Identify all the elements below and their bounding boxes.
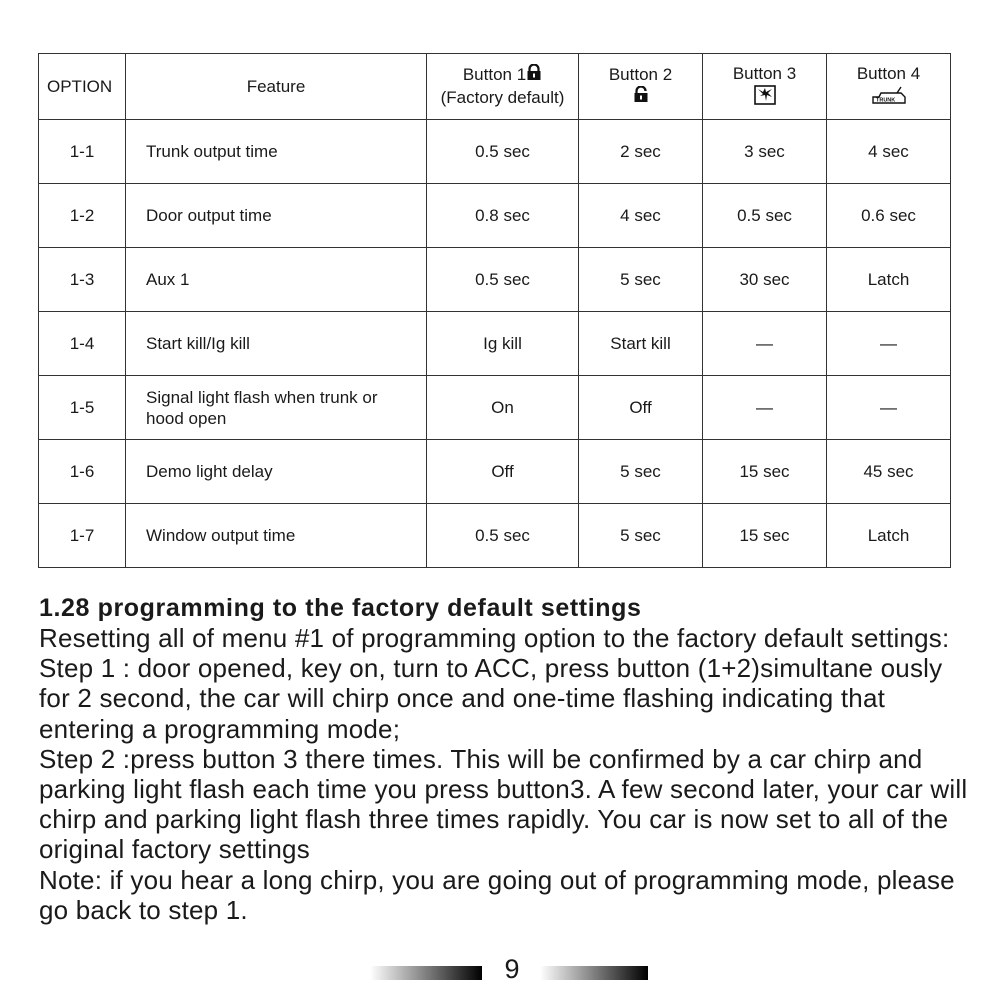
header-button-4 <box>827 54 951 120</box>
option-cell: 1-5 <box>39 376 126 440</box>
footer-bar-right <box>540 966 648 980</box>
unlock-icon <box>633 86 649 109</box>
feature-cell: Window output time <box>126 504 427 568</box>
button-3-value: 15 sec <box>703 440 827 504</box>
button-3-value: — <box>703 376 827 440</box>
button-2-value: Off <box>579 376 703 440</box>
button-3-value: — <box>703 312 827 376</box>
button-3-value: 0.5 sec <box>703 184 827 248</box>
page-number: 9 <box>504 954 520 984</box>
header-button-3 <box>703 54 827 120</box>
option-cell: 1-1 <box>39 120 126 184</box>
button-3-value: 3 sec <box>703 120 827 184</box>
header-button-2 <box>579 54 703 120</box>
button-1-value: Off <box>427 440 579 504</box>
button-4-value: 45 sec <box>827 440 951 504</box>
button-1-value: On <box>427 376 579 440</box>
button-2-value: 5 sec <box>579 504 703 568</box>
button-2-value: 4 sec <box>579 184 703 248</box>
header-option: OPTION <box>39 54 126 120</box>
option-cell: 1-3 <box>39 248 126 312</box>
table-header-row <box>39 54 951 120</box>
svg-text:TRUNK: TRUNK <box>875 97 895 103</box>
button-4-value: Latch <box>827 248 951 312</box>
button-3-value: 15 sec <box>703 504 827 568</box>
header-button-3-label: Button 3 <box>732 63 797 83</box>
button-1-value: 0.5 sec <box>427 504 579 568</box>
instructions-section <box>39 593 979 925</box>
feature-text: Signal light flash when trunk or hood open <box>146 387 378 428</box>
button-4-value: 0.6 sec <box>827 184 951 248</box>
header-button-1-label: Button 1 <box>462 64 527 84</box>
page-footer <box>0 954 1000 988</box>
trunk-icon <box>871 85 907 111</box>
option-cell: 1-6 <box>39 440 126 504</box>
table-row <box>39 184 951 248</box>
feature-cell: Door output time <box>126 184 427 248</box>
button-3-value: 30 sec <box>703 248 827 312</box>
button-1-value: Ig kill <box>427 312 579 376</box>
button-2-value: 5 sec <box>579 440 703 504</box>
button-4-value: — <box>827 376 951 440</box>
section-intro: Resetting all of menu #1 of programming option to the factory default settings: <box>39 623 950 653</box>
feature-cell: Trunk output time <box>126 120 427 184</box>
note-text: Note: if you hear a long chirp, you are going out of programming mode, please go back to step 1. <box>39 864 955 925</box>
table-row <box>39 120 951 184</box>
button-1-value: 0.5 sec <box>427 248 579 312</box>
button-1-value: 0.8 sec <box>427 184 579 248</box>
button-2-value: 2 sec <box>579 120 703 184</box>
header-feature: Feature <box>126 54 427 120</box>
header-button-1 <box>427 54 579 120</box>
table-row <box>39 312 951 376</box>
button-2-value: Start kill <box>579 312 703 376</box>
step-1-text: Step 1 : door opened, key on, turn to ACC, press button (1+2)simultane ously for 2 second, the car will chirp once and one-time flashing indicating that entering a programming mode; <box>39 653 943 744</box>
header-button-1-subtitle: (Factory default) <box>440 88 565 107</box>
options-table <box>38 53 951 568</box>
step-2-text: Step 2 :press button 3 there times. This will be confirmed by a car chirp and parking light flash each time you press button3. A few second later, your car will chirp and parking light flash three times rapidly. You car is now set to all of the original factory settings <box>39 743 968 865</box>
feature-cell: Demo light delay <box>126 440 427 504</box>
footer-bar-left <box>370 966 482 980</box>
option-cell: 1-4 <box>39 312 126 376</box>
feature-cell <box>126 376 427 440</box>
alarm-icon <box>754 85 776 111</box>
option-cell: 1-2 <box>39 184 126 248</box>
table-row <box>39 504 951 568</box>
button-4-value: — <box>827 312 951 376</box>
button-2-value: 5 sec <box>579 248 703 312</box>
lock-icon <box>526 64 542 87</box>
header-button-4-label: Button 4 <box>856 63 921 83</box>
feature-cell: Start kill/Ig kill <box>126 312 427 376</box>
button-4-value: Latch <box>827 504 951 568</box>
option-cell: 1-7 <box>39 504 126 568</box>
table-row <box>39 376 951 440</box>
button-1-value: 0.5 sec <box>427 120 579 184</box>
header-button-2-label: Button 2 <box>608 64 673 84</box>
table-row <box>39 440 951 504</box>
section-heading: 1.28 programming to the factory default settings <box>39 594 642 622</box>
button-4-value: 4 sec <box>827 120 951 184</box>
feature-cell: Aux 1 <box>126 248 427 312</box>
table-row <box>39 248 951 312</box>
